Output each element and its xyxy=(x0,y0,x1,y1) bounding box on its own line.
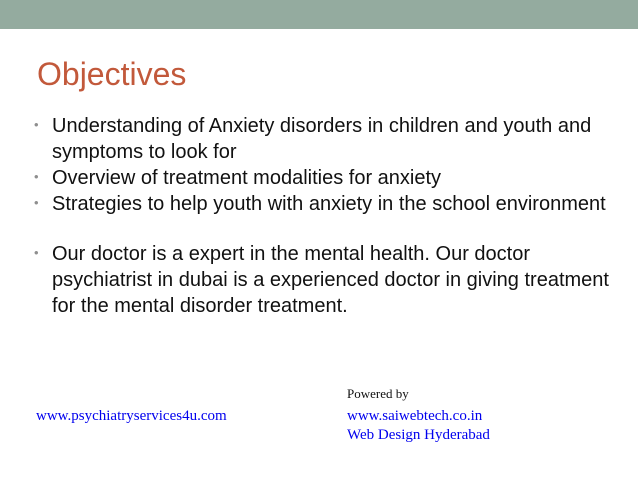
bullet-glyph: • xyxy=(34,195,39,210)
bullet-item xyxy=(34,165,614,191)
top-bar xyxy=(0,0,638,29)
web-design-hyderabad-link[interactable]: Web Design Hyderabad xyxy=(347,427,490,443)
bullet-text: Our doctor is a expert in the mental health. Our doctor psychiatrist in dubai is a experienced doctor in giving treatment for the mental disorder treatment. xyxy=(52,243,609,317)
bullet-item xyxy=(34,241,614,319)
bullet-text: Strategies to help youth with anxiety in the school environment xyxy=(52,193,606,215)
powered-by-label: Powered by xyxy=(347,386,409,401)
slide-title: Objectives xyxy=(37,56,187,92)
bullet-text: Understanding of Anxiety disorders in children and youth and symptoms to look for xyxy=(52,115,592,163)
bullet-text: Overview of treatment modalities for anxiety xyxy=(52,167,442,189)
bullet-item xyxy=(34,191,614,217)
psychiatry-services-link[interactable]: www.psychiatryservices4u.com xyxy=(36,408,227,424)
bullet-glyph: • xyxy=(34,117,39,132)
saiwebtech-link[interactable]: www.saiwebtech.co.in xyxy=(347,408,483,424)
bullet-list xyxy=(34,113,614,319)
bullet-glyph: • xyxy=(34,245,39,260)
bullet-item xyxy=(34,113,614,165)
bullet-glyph: • xyxy=(34,169,39,184)
